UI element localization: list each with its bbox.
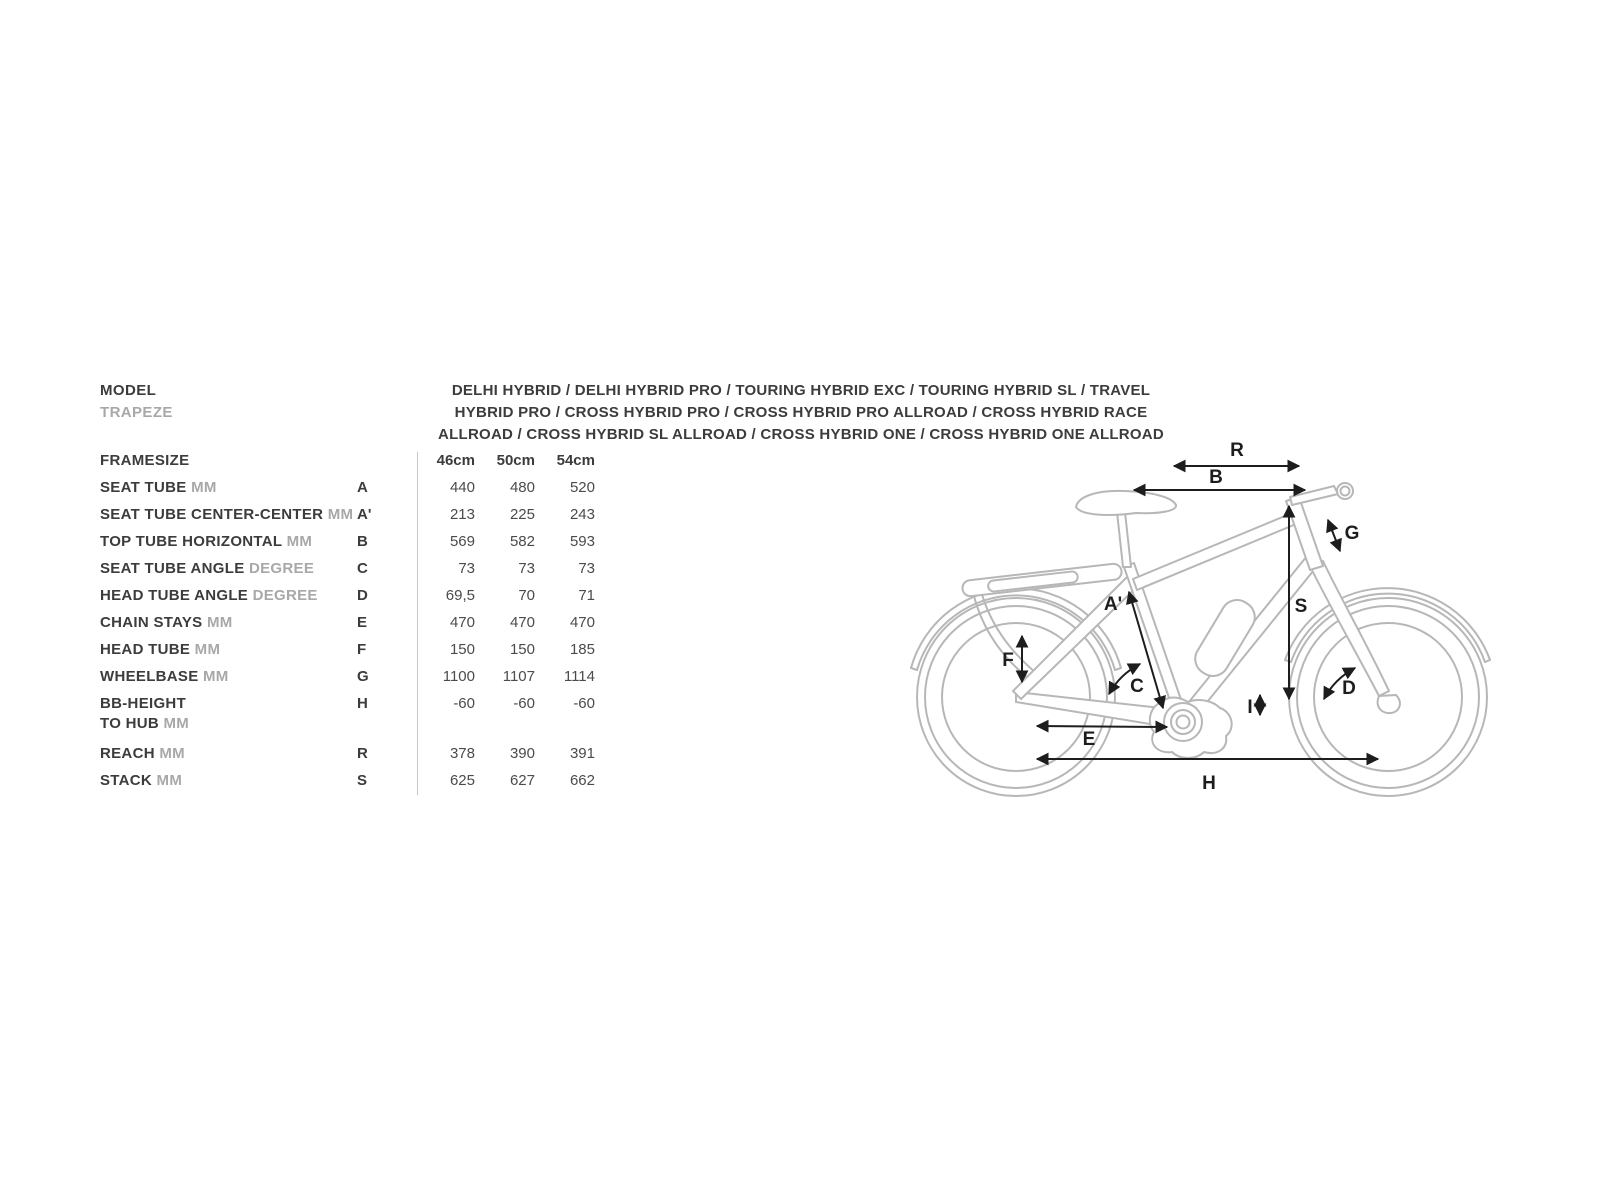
row-value: 1100	[442, 668, 475, 685]
dim-label-f: F	[1002, 650, 1014, 671]
row-label-text: HEAD TUBE ANGLE	[100, 587, 249, 604]
row-letter: F	[357, 641, 367, 658]
row-label	[100, 478, 217, 498]
row-label	[100, 744, 185, 764]
row-value: 69,5	[445, 587, 475, 604]
table-row-seat-tube-cc	[100, 505, 600, 525]
table-row-wheelbase	[100, 667, 600, 687]
row-label-text: CHAIN STAYS	[100, 614, 203, 631]
row-value: 73	[458, 560, 475, 577]
row-unit: MM	[206, 614, 233, 631]
geometry-table	[100, 451, 600, 796]
row-letter: E	[357, 614, 368, 631]
dim-label-b: B	[1209, 467, 1223, 488]
row-unit: MM	[327, 506, 354, 523]
row-unit: MM	[286, 533, 313, 550]
seat-stay	[1013, 573, 1141, 699]
row-value: 73	[518, 560, 535, 577]
row-unit: MM	[194, 641, 221, 658]
row-label-text: HEAD TUBE	[100, 641, 191, 658]
row-letter: S	[357, 772, 368, 789]
row-letter: A	[357, 479, 368, 496]
row-label	[100, 694, 189, 734]
model-variant: TRAPEZE	[100, 404, 173, 421]
row-letter: C	[357, 560, 368, 577]
row-value: 470	[449, 614, 475, 631]
dim-arrow-g	[1328, 520, 1340, 551]
row-value: 1107	[502, 668, 535, 685]
row-unit: DEGREE	[248, 560, 315, 577]
row-unit: MM	[203, 668, 229, 685]
row-value: 243	[569, 506, 595, 523]
row-value: 225	[509, 506, 535, 523]
row-value: 150	[509, 641, 535, 658]
model-label: MODEL	[100, 382, 157, 399]
row-value: 378	[449, 745, 475, 762]
row-value: 569	[449, 533, 475, 550]
row-unit: MM	[159, 745, 185, 762]
dim-label-d: D	[1342, 678, 1356, 699]
row-label-text: SEAT TUBE	[100, 479, 187, 496]
row-letter: H	[357, 695, 368, 712]
dim-label-i: I	[1247, 697, 1253, 718]
size-header: 46cm	[436, 452, 475, 469]
model-line: DELHI HYBRID / DELHI HYBRID PRO / TOURING HYBRID EXC / TOURING HYBRID SL / TRAVEL	[451, 382, 1151, 399]
row-letter: R	[357, 745, 368, 762]
row-label	[100, 771, 182, 791]
row-unit: DEGREE	[252, 587, 318, 604]
row-label	[100, 640, 220, 660]
row-label-text: STACK	[100, 772, 153, 789]
row-value: -60	[453, 695, 475, 712]
row-value: -60	[573, 695, 595, 712]
row-label	[100, 532, 312, 552]
bike-drawing	[911, 483, 1490, 796]
row-label-text: TOP TUBE HORIZONTAL	[100, 533, 283, 550]
dim-arrow-e	[1037, 726, 1167, 727]
framesize-row	[100, 451, 600, 471]
fork	[1310, 561, 1389, 696]
row-value: 470	[509, 614, 535, 631]
row-letter: B	[357, 533, 368, 550]
row-value: 391	[569, 745, 595, 762]
table-row-top-tube	[100, 532, 600, 552]
row-value: 520	[569, 479, 595, 496]
row-label	[100, 667, 229, 687]
row-label	[100, 586, 318, 606]
row-label-text: REACH	[100, 745, 155, 762]
model-line: HYBRID PRO / CROSS HYBRID PRO / CROSS HYBRID PRO ALLROAD / CROSS HYBRID RACE	[454, 404, 1148, 421]
model-header	[100, 380, 173, 424]
bike-geometry-diagram	[880, 430, 1500, 820]
size-header: 50cm	[496, 452, 535, 469]
row-label-text: SEAT TUBE ANGLE	[100, 560, 245, 577]
row-value: 662	[569, 772, 595, 789]
dim-label-c: C	[1130, 676, 1144, 697]
row-value: 440	[449, 479, 475, 496]
chain-stay	[1016, 692, 1170, 726]
row-value: 480	[509, 479, 535, 496]
fork-dropout	[1378, 695, 1400, 713]
dim-label-a-prime: A'	[1103, 594, 1123, 615]
seat-post	[1117, 512, 1131, 567]
table-row-head-tube	[100, 640, 600, 660]
row-unit: MM	[156, 772, 183, 789]
row-value: 627	[509, 772, 535, 789]
row-value: 150	[449, 641, 475, 658]
row-value: 470	[569, 614, 595, 631]
row-value: 1114	[563, 668, 595, 685]
row-value: 70	[518, 587, 535, 604]
row-value: 71	[578, 587, 595, 604]
row-label-text: BB-HEIGHT	[100, 695, 187, 712]
row-label-text2: TO HUB	[100, 715, 160, 732]
framesize-label: FRAMESIZE	[100, 452, 190, 469]
row-unit: MM	[191, 479, 217, 496]
row-label	[100, 613, 233, 633]
row-label-text: SEAT TUBE CENTER-CENTER	[100, 506, 324, 523]
dim-label-h: H	[1202, 773, 1216, 794]
front-fender	[1285, 588, 1490, 662]
row-value: -60	[513, 695, 535, 712]
table-row-seat-tube-angle	[100, 559, 600, 579]
model-line: ALLROAD / CROSS HYBRID SL ALLROAD / CROSS HYBRID ONE / CROSS HYBRID ONE ALLROAD	[438, 426, 1164, 443]
table-row-seat-tube	[100, 478, 600, 498]
row-unit: MM	[163, 715, 190, 732]
row-letter: A'	[357, 506, 372, 523]
row-value: 73	[578, 560, 595, 577]
row-value: 625	[449, 772, 475, 789]
dim-label-e: E	[1082, 729, 1096, 750]
row-letter: G	[357, 668, 369, 685]
top-tube	[1133, 511, 1301, 590]
dim-label-r: R	[1230, 440, 1244, 461]
table-row-chain-stays	[100, 613, 600, 633]
row-letter: D	[357, 587, 368, 604]
row-value: 593	[569, 533, 595, 550]
dim-label-g: G	[1344, 523, 1360, 544]
table-row-stack	[100, 771, 600, 791]
row-label-text: WHEELBASE	[100, 668, 199, 685]
dim-label-s: S	[1294, 596, 1308, 617]
size-header: 54cm	[556, 452, 595, 469]
row-label	[100, 505, 353, 525]
row-value: 390	[509, 745, 535, 762]
table-row-bb-height	[100, 694, 600, 738]
saddle	[1076, 491, 1176, 515]
row-value: 213	[449, 506, 475, 523]
table-row-reach	[100, 744, 600, 764]
row-label	[100, 559, 314, 579]
row-value: 185	[569, 641, 595, 658]
row-value: 582	[509, 533, 535, 550]
stem	[1290, 486, 1338, 505]
table-row-head-tube-angle	[100, 586, 600, 606]
